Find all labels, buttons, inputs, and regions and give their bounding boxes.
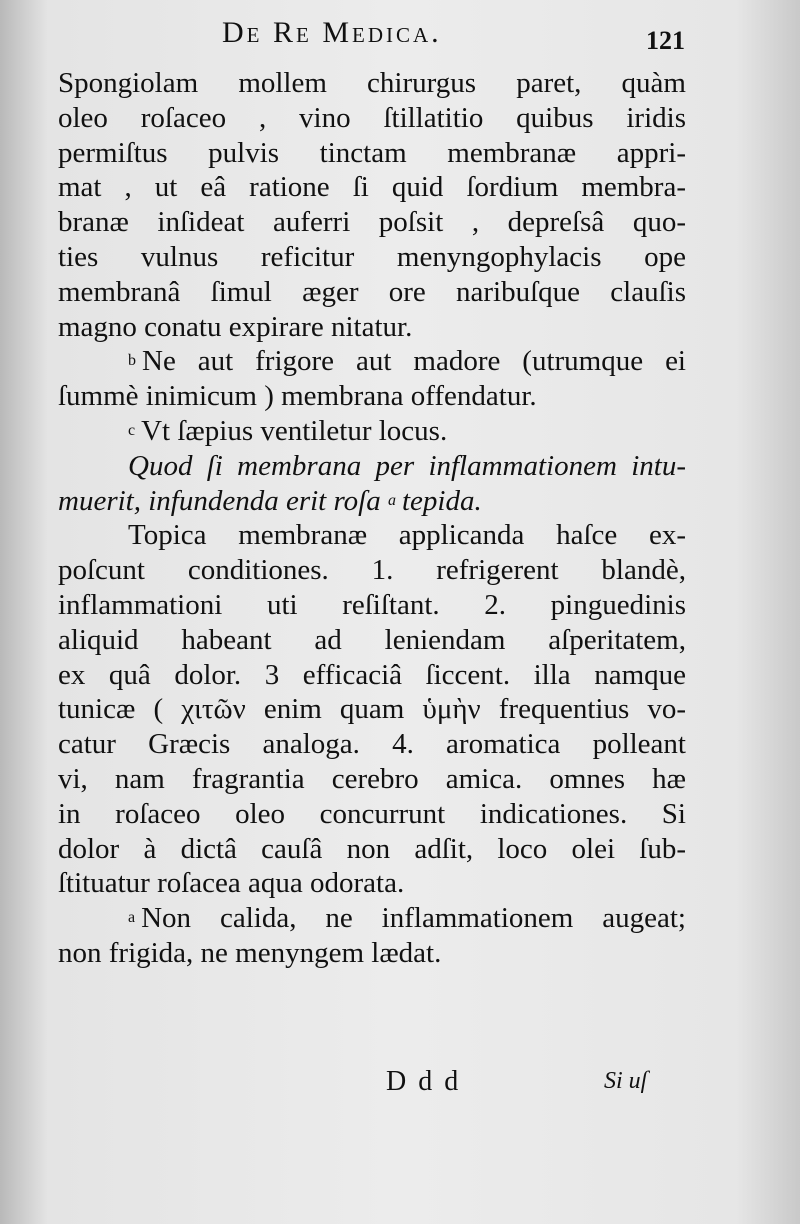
note-marker: a [388,491,396,509]
text-line: Non calida, ne inflammationem augeat; [141,902,686,935]
text-line: permiſtus pulvis tinctam membranæ appri- [58,136,686,169]
text-line: membranâ ſimul æger ore naribuſque clauſis [58,275,686,308]
page-number: 121 [646,26,685,55]
text-line: in roſaceo oleo concurrunt indicationes. Si [58,797,686,830]
text-line: poſcunt conditiones. 1. refrigerent blandè, [58,554,686,587]
text-line: muerit, infundenda erit roſa [58,484,381,517]
text-line: ſummè inimicum ) membrana offendatur. [58,380,537,413]
text-line: Quod ſi membrana per inflammationem intu- [128,449,686,482]
text-line: magno conatu expirare nitatur. [58,310,413,343]
text-line: aliquid habeant ad leniendam aſperitatem, [58,623,686,656]
italic-paragraph [58,449,686,519]
page-body [58,66,686,971]
text-line: dolor à dictâ cauſâ non adſit, loco olei ſub- [58,832,686,865]
note-marker: b [128,352,136,370]
text-line: tepida. [402,484,482,517]
text-line: ſtituatur roſacea aqua odorata. [58,867,405,900]
text-line: ex quâ dolor. 3 efficaciâ ſiccent. illa namque [58,658,686,691]
note-a [58,901,686,971]
text-line: tunicæ ( χιτῶν enim quam ὑμὴν frequentius vo- [58,693,686,726]
signature-mark: Ddd [386,1066,471,1097]
paragraph-main [58,66,686,344]
page-header [0,14,800,54]
catchword: Si uſ [604,1068,648,1094]
text-line: mat , ut eâ ratione ſi quid ſordium membra- [58,171,686,204]
page-footer [0,1066,800,1106]
paragraph-topica [58,518,686,901]
text-line: Spongiolam mollem chirurgus paret, quàm [58,67,686,99]
note-marker: a [128,909,136,927]
text-line: Ne aut frigore aut madore (utrumque ei [142,345,686,378]
text-line: oleo roſaceo , vino ſtillatitio quibus iridis [58,101,686,134]
text-line: branæ inſideat auferri poſsit , depreſsâ quo- [58,206,686,239]
text-line: inflammationi uti reſiſtant. 2. pinguedinis [58,588,686,621]
note-marker: c [128,421,136,439]
text-line: Vt ſæpius ventiletur locus. [141,414,448,447]
text-line: ties vulnus reficitur menyngophylacis ope [58,240,686,273]
text-line: catur Græcis analoga. 4. aromatica polleant [58,728,686,761]
note-b [58,344,686,414]
text-line: vi, nam fragrantia cerebro amica. omnes hæ [58,762,686,795]
running-title: De Re Medica. [222,16,442,49]
note-c [58,414,686,449]
text-line: non frigida, ne menyngem lædat. [58,936,442,969]
text-line: Topica membranæ applicanda haſce ex- [128,519,686,552]
